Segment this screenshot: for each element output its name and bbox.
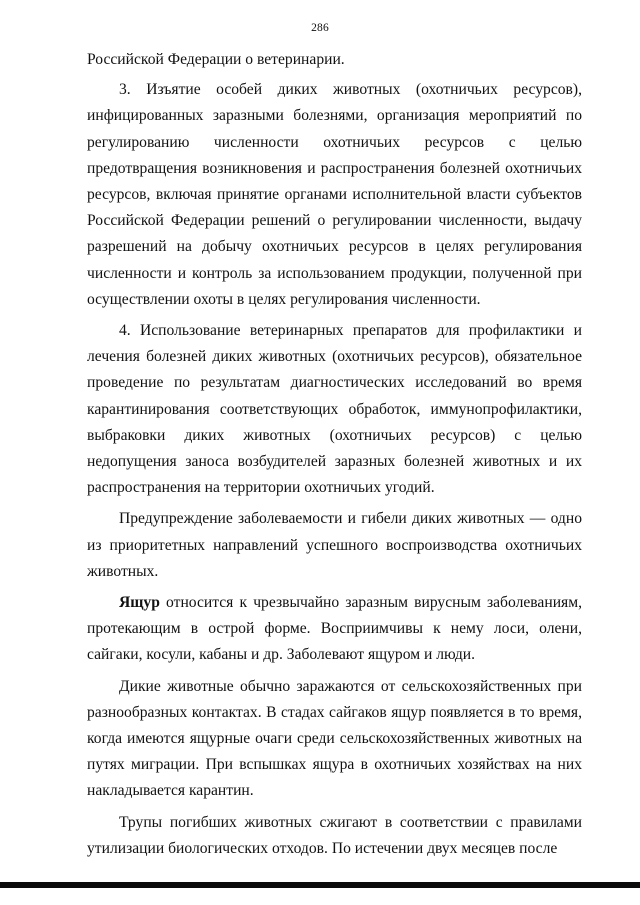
term-fmd: Ящур [119,594,160,612]
paragraph-item-4: 4. Использование ветеринарных препаратов для профилактики и лечения болезней диких животных (охотничьих ресурсов), обязательное проведение по результатам диагностических исследований во время карантинирования соответствующих обработок, иммунопрофилактики, выбраковки диких животных (охотничьих ресурсов) с целью недопущения заноса возбудителей заразных болезней животных и их распространения на территории охотничьих угодий. [87,322,582,497]
paragraph-item-3: 3. Изъятие особей диких животных (охотничьих ресурсов), инфицированных заразными болезнями, организация мероприятий по регулированию численности охотничьих ресурсов с целью предотвращения возникновения и распространения болезней охотничьих ресурсов, включая принятие органами исполнительной власти субъектов Российской Федерации решений о регулировании численности, выдачу разрешений на добычу охотничьих ресурсов в целях регулирования численности и контроль за использованием продукции, полученной при осуществлении охоты в целях регулирования численности. [87,81,582,308]
paragraph-continuation: Российской Федерации о ветеринарии. [87,51,345,68]
document-body [87,47,582,862]
paragraph-infection: Дикие животные обычно заражаются от сельскохозяйственных при разнообразных контактах. В стадах сайгаков ящур появляется в то время, когда имеются ящурные очаги среди сельскохозяйственных животных на путях миграции. При вспышках ящура в охотничьих хозяйствах на них накладывается карантин. [87,677,582,800]
paragraph-disposal: Трупы погибших животных сжигают в соответствии с правилами утилизации биологических отходов. По истечении двух месяцев после [87,813,582,857]
paragraph-fmd [87,590,582,669]
paragraph-fmd-text: относится к чрезвычайно заразным вирусным заболеваниям, протекающим в острой форме. Восприимчивы к нему лоси, олени, сайгаки, косули, кабаны и др. Заболевают ящуром и люди. [87,594,582,664]
paragraph-prevention: Предупреждение заболеваемости и гибели диких животных — одно из приоритетных направлений успешного воспроизводства охотничьих животных. [87,510,582,580]
page-bottom-border [0,882,640,888]
page-number: 286 [311,22,329,34]
